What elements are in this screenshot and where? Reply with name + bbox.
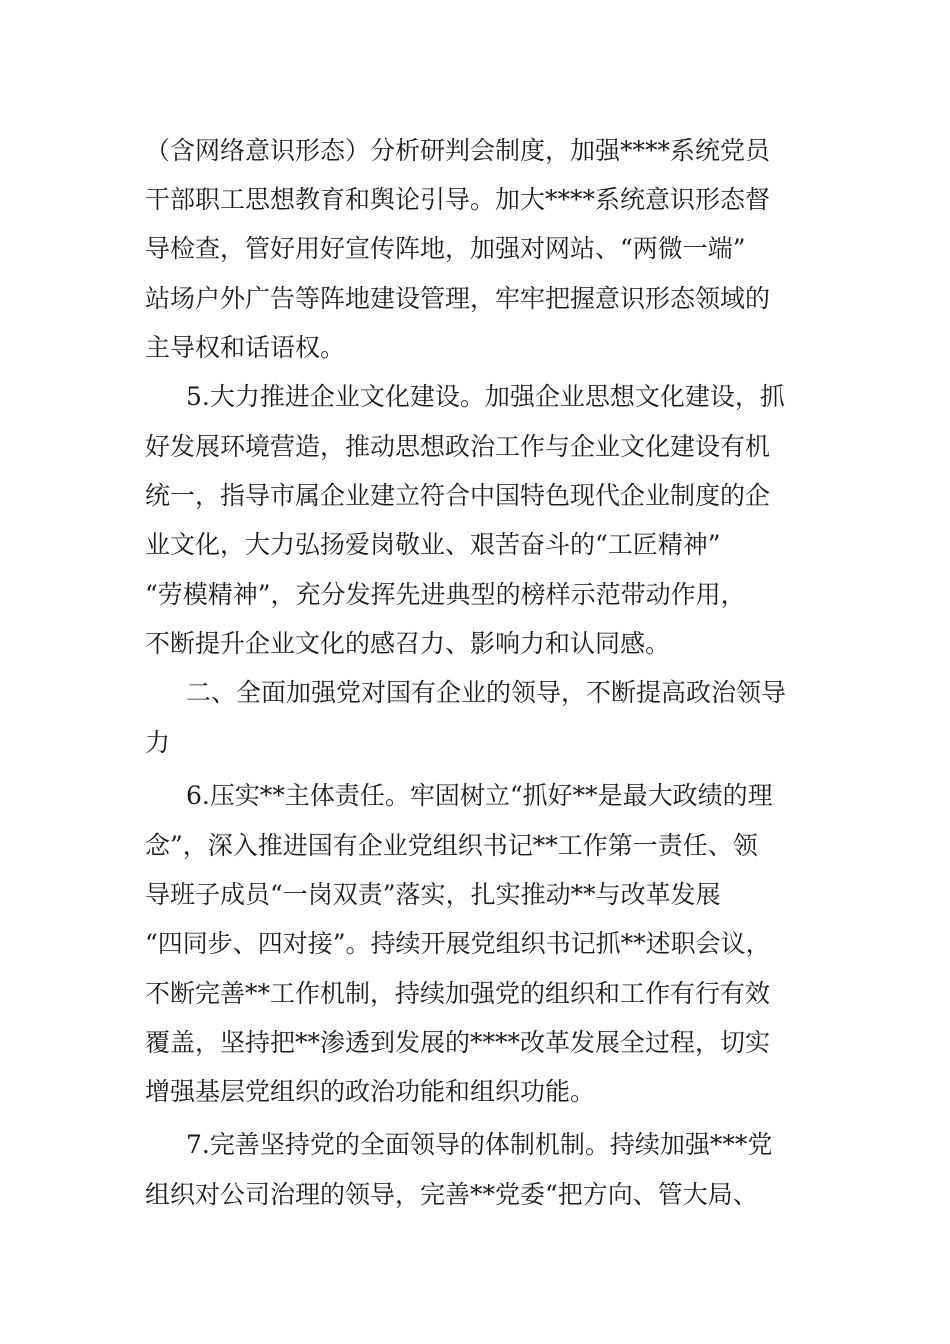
text-line: （含网络意识形态）分析研判会制度，加强****系统党员 bbox=[145, 136, 771, 165]
section-heading-continued: 力 bbox=[145, 728, 171, 757]
text-line: 组织对公司治理的领导，完善**党委“把方向、管大局、 bbox=[145, 1180, 758, 1209]
text-line: 增强基层党组织的政治功能和组织功能。 bbox=[145, 1077, 596, 1106]
section-heading: 二、全面加强党对国有企业的领导，不断提高政治领导 bbox=[186, 678, 787, 707]
text-line: 好发展环境营造，推动思想政治工作与企业文化建设有机 bbox=[145, 432, 771, 461]
paragraph-6-heading: 6.压实**主体责任。牢固树立“抓好**是最大政绩的理 bbox=[186, 781, 773, 810]
text-line: 导班子成员“一岗双责”落实，扎实推动**与改革发展 bbox=[145, 880, 721, 909]
text-line: 不断提升企业文化的感召力、影响力和认同感。 bbox=[145, 629, 671, 658]
text-line: 不断完善**工作机制，持续加强党的组织和工作有行有效 bbox=[145, 979, 771, 1008]
text-line: 站场户外广告等阵地建设管理，牢牢把握意识形态领域的 bbox=[145, 284, 771, 313]
text-line: “四同步、四对接”。持续开展党组织书记抓**述职会议， bbox=[145, 929, 771, 958]
paragraph-7-heading: 7.完善坚持党的全面领导的体制机制。持续加强***党 bbox=[186, 1130, 773, 1159]
text-line: 统一，指导市属企业建立符合中国特色现代企业制度的企 bbox=[145, 481, 771, 510]
text-line: 念”，深入推进国有企业党组织书记**工作第一责任、领 bbox=[145, 831, 758, 860]
paragraph-5-heading: 5.大力推进企业文化建设。加强企业思想文化建设，抓 bbox=[186, 382, 785, 411]
text-line: 干部职工思想教育和舆论引导。加大****系统意识形态督 bbox=[145, 185, 771, 214]
text-line: 主导权和话语权。 bbox=[145, 333, 346, 362]
text-line: 覆盖，坚持把**渗透到发展的****改革发展全过程，切实 bbox=[145, 1028, 771, 1057]
text-line: 业文化，大力弘扬爱岗敬业、艰苦奋斗的“工匠精神” bbox=[145, 530, 721, 559]
text-line: “劳模精神”，充分发挥先进典型的榜样示范带动作用， bbox=[145, 580, 746, 609]
text-line: 导检查，管好用好宣传阵地，加强对网站、“两微一端” bbox=[145, 234, 746, 263]
